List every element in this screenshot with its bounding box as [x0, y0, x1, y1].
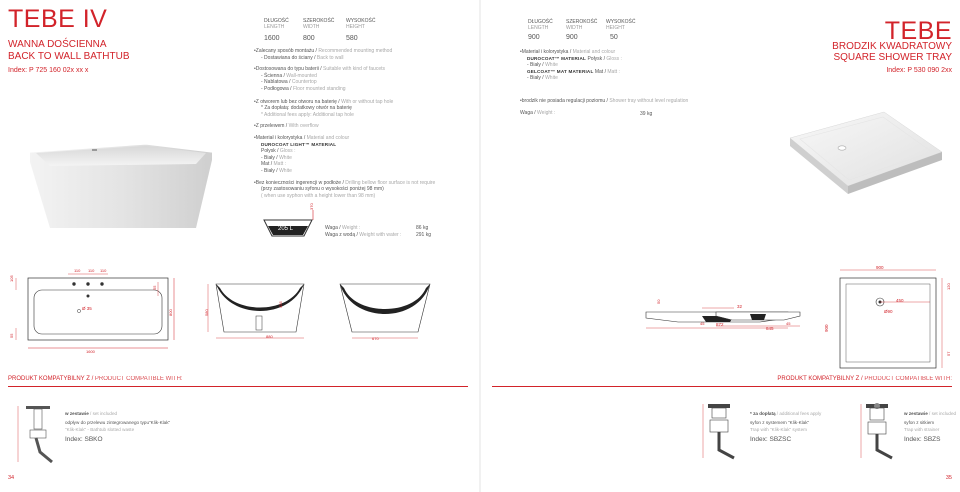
- spec-faucet-1: - Ścienna / Wall-mounted: [261, 72, 317, 79]
- page-fold: [479, 0, 481, 492]
- spec-drill: • Bez konieczności ingerencji w podłoże / Drilling bellow floor surface is not require: [254, 180, 435, 187]
- dim-800: 800: [168, 309, 173, 316]
- dim-110-c: 110: [100, 268, 107, 273]
- compat-heading-right: PRODUKT KOMPATYBILNY Z / PRODUCT COMPATIBLE WITH:: [777, 376, 952, 382]
- spec-hole-note-pl: * Za dopłatą: dodatkowy otwór na baterię: [261, 105, 352, 112]
- dim-450: 450: [896, 298, 904, 303]
- dim-length-header-right: DŁUGOŚĆ LENGTH: [528, 19, 553, 31]
- product-subtitle-pl-right: BRODZIK KWADRATOWY: [832, 41, 952, 52]
- product-title-right: TEBE: [884, 17, 952, 45]
- dim-57: 57: [946, 351, 951, 356]
- front-section-drawing: [330, 280, 440, 340]
- side-section-drawing: [200, 280, 320, 340]
- spec-gloss: Połysk / Gloss :: [261, 148, 296, 155]
- dim-height-value-right: 50: [610, 34, 618, 41]
- shower-tray-photo: [786, 108, 946, 200]
- product-subtitle-pl-left: WANNA DOŚCIENNA: [8, 39, 107, 50]
- acc-right-2: w zestawie / set included syfon z sitkiem Trap with strainer: [904, 411, 957, 432]
- spec-faucet: • Dostosowana do typu baterii / Suitable with kind of faucets: [254, 66, 435, 73]
- klik-klak-trap-drawing: [700, 400, 740, 466]
- tray-section-drawing-2: [712, 302, 804, 332]
- dim-length-value: 1600: [264, 35, 280, 42]
- dim-width-value-right: 900: [566, 34, 578, 41]
- acc-left-index: Index: SBKO: [65, 436, 103, 443]
- spec-material-name: DUROCOAT LIGHT™ MATERIAL: [261, 141, 337, 147]
- dim-435: 435: [278, 301, 283, 308]
- dim-110-b: 110: [88, 268, 95, 273]
- product-subtitle-en-right: SQUARE SHOWER TRAY: [833, 52, 952, 63]
- dim-height-value: 580: [346, 35, 358, 42]
- dim-length-value-right: 900: [528, 34, 540, 41]
- product-subtitle-en-left: BACK TO WALL BATHTUB: [8, 51, 130, 62]
- dim-900-side: 900: [824, 324, 829, 332]
- dim-width-value: 800: [303, 35, 315, 42]
- spec-weight-right: Waga / Weight :: [520, 109, 556, 116]
- dim-45-left: 45: [700, 321, 705, 326]
- capacity-depth-label: 370: [309, 203, 314, 210]
- dim-1600: 1600: [86, 349, 95, 354]
- page-number-right: 35: [945, 475, 952, 481]
- dim-length-header: DŁUGOŚĆ LENGTH: [264, 18, 289, 30]
- dim-height-header-right: WYSOKOŚĆ HEIGHT: [606, 19, 636, 31]
- compat-rule-right: [492, 386, 952, 387]
- dim-diameter-35: Ø 35: [82, 306, 92, 311]
- spec-mount-opt: - Dostawiana do ściany / Back to wall: [261, 54, 344, 61]
- dim-50-tray: 50: [656, 299, 661, 304]
- plan-view-drawing: [8, 268, 178, 354]
- dim-580-side: 580: [204, 309, 209, 316]
- spec-faucet-3: - Podłogowa / Floor mounted standing: [261, 85, 346, 92]
- dim-670: 670: [372, 336, 379, 341]
- dim-45-right: 45: [786, 321, 791, 326]
- spec-mount: • Zalecany sposób montażu / Recommended mounting method: [254, 48, 435, 55]
- capacity-value: 205 L: [278, 226, 294, 232]
- spec-material-1: DUROCOAT™ MATERIAL Połysk / Gloss :: [527, 55, 622, 62]
- dim-880: 880: [266, 334, 273, 339]
- dim-32: 32: [737, 304, 743, 309]
- strainer-trap-drawing: [858, 400, 898, 466]
- tray-plan-drawing: [832, 264, 952, 374]
- spec-drill-3: ( when use syphon with a height lower than 98 mm): [261, 192, 376, 199]
- acc-left: w zestawie / set included odpływ do przelewu zintegrowanego typu"Klik-Klak" "Klik-Klak" - Bathtub slotted waste: [65, 411, 171, 432]
- dim-110-a: 110: [74, 268, 81, 273]
- spec-faucet-2: - Nablatowa / Countertop: [261, 79, 317, 86]
- dim-diameter-90: Ø90: [884, 309, 893, 314]
- compat-heading-left: PRODUKT KOMPATYBILNY Z / PRODUCT COMPATIBLE WITH:: [8, 376, 183, 382]
- spec-material-2: GELCOAT™ MAT MATERIAL Mat / Matt :: [527, 68, 620, 75]
- spec-material-right: • Materiał i kolorystyka / Material and colour: [520, 49, 688, 56]
- spec-material: • Materiał i kolorystyka / Material and colour: [254, 135, 435, 142]
- capacity-icon: [262, 208, 318, 240]
- dim-35-side: 55: [152, 285, 157, 290]
- spec-weight-values-left: 86 kg 291 kg: [416, 225, 432, 238]
- acc-right-2-index: Index: SBZS: [904, 436, 941, 443]
- page-number-left: 34: [8, 475, 15, 481]
- dim-55: 55: [9, 333, 14, 338]
- acc-right-1-index: Index: SBZSC: [750, 436, 792, 443]
- spec-white-matt: - Biały / White: [261, 167, 292, 174]
- product-index-right: Index: P 530 090 2xx: [886, 67, 952, 74]
- dim-900-top: 900: [876, 265, 884, 270]
- product-title-left: TEBE IV: [8, 5, 108, 33]
- spec-weight-left: Waga / Weight : Waga z wodą / Weight with water :: [325, 225, 402, 238]
- spec-hole-note-en: * Additional fees apply: Additional tap hole: [261, 111, 354, 118]
- spec-list-right: [520, 49, 688, 116]
- dim-width-header: SZEROKOŚĆ WIDTH: [303, 18, 335, 30]
- spec-weight-value-right: 39 kg: [640, 111, 653, 117]
- waste-drawing: [14, 400, 64, 472]
- acc-right-1: * za dopłatą / additional fees apply syfon z systemem "Klik-Klak" Trap with "Klik-Klak" system: [750, 411, 822, 432]
- spec-matt: Mat / Matt :: [261, 161, 287, 168]
- compat-rule-left: [8, 386, 468, 387]
- bathtub-photo: [26, 140, 216, 230]
- spec-material-1-white: - Biały / White: [527, 62, 558, 69]
- spec-hole: • Z otworem lub bez otworu na baterię / With or without tap hole: [254, 99, 435, 106]
- spec-drill-2: (przy zastosowaniu syfonu o wysokości poniżej 98 mm): [261, 186, 384, 193]
- dim-120: 120: [946, 283, 951, 290]
- dim-105: 105: [9, 275, 14, 282]
- spec-level: • brodzik nie posiada regulacji poziomu / Shower tray without level regulation: [520, 98, 688, 105]
- product-index-left: Index: P 725 160 02x xx x: [8, 67, 89, 74]
- dim-width-header-right: SZEROKOŚĆ WIDTH: [566, 19, 598, 31]
- spec-list-left: [254, 48, 435, 199]
- spec-white-gloss: - Biały / White: [261, 154, 292, 161]
- spec-material-2-white: - Biały / White: [527, 75, 558, 82]
- spec-overflow: • Z przelewem / With overflow: [254, 123, 435, 130]
- dim-872: 872: [716, 322, 724, 327]
- dim-845: 845: [766, 326, 774, 331]
- dim-height-header: WYSOKOŚĆ HEIGHT: [346, 18, 376, 30]
